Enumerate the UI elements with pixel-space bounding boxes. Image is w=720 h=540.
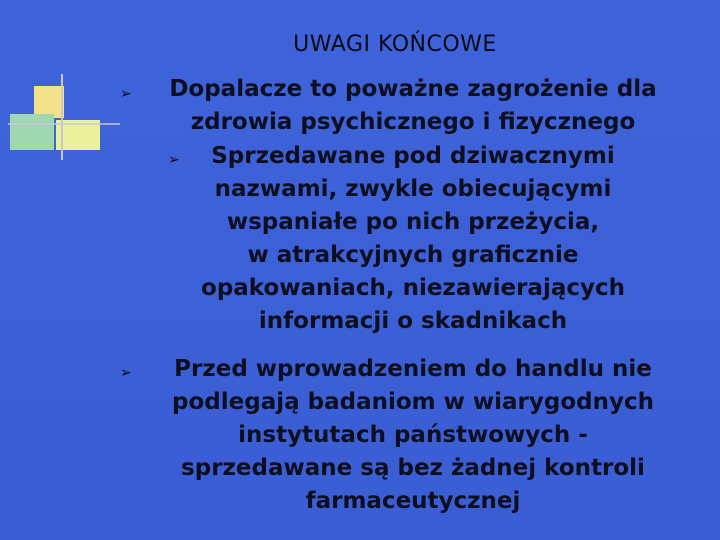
bullet-1 [130, 73, 696, 139]
bullet-3-line: Przed wprowadzeniem do handlu nie [174, 356, 652, 382]
bullet-1-line: Dopalacze to poważne zagrożenie dla [169, 76, 657, 102]
arrow-bullet-icon: ➢ [168, 152, 180, 168]
bullet-2-line: w atrakcyjnych graficznie [247, 242, 579, 268]
bullet-3-line: sprzedawane są bez żadnej kontroli [181, 455, 645, 481]
bullet-3 [130, 353, 696, 518]
bullet-3-line: instytutach państwowych - [238, 422, 588, 448]
bullet-2-line: Sprzedawane pod dziwacznymi [211, 143, 615, 169]
bullet-2-line: nazwami, zwykle obiecującymi [214, 176, 612, 202]
arrow-bullet-icon: ➢ [120, 86, 132, 102]
bullet-3-line: podlegają badaniom w wiarygodnych [172, 389, 654, 415]
bullet-3-line: farmaceutycznej [305, 488, 521, 514]
bullet-2-line: opakowaniach, niezawierających [201, 275, 625, 301]
arrow-bullet-icon: ➢ [120, 365, 132, 381]
bullet-2-line: informacji o skadnikach [258, 308, 568, 334]
decorative-squares-icon [0, 0, 130, 170]
bullet-2 [140, 140, 686, 338]
slide-title: UWAGI KOŃCOWE [293, 32, 497, 57]
bullet-1-line: zdrowia psychicznego i fizycznego [190, 109, 636, 135]
bullet-2-line: wspaniałe po nich przeżycia, [226, 209, 600, 235]
